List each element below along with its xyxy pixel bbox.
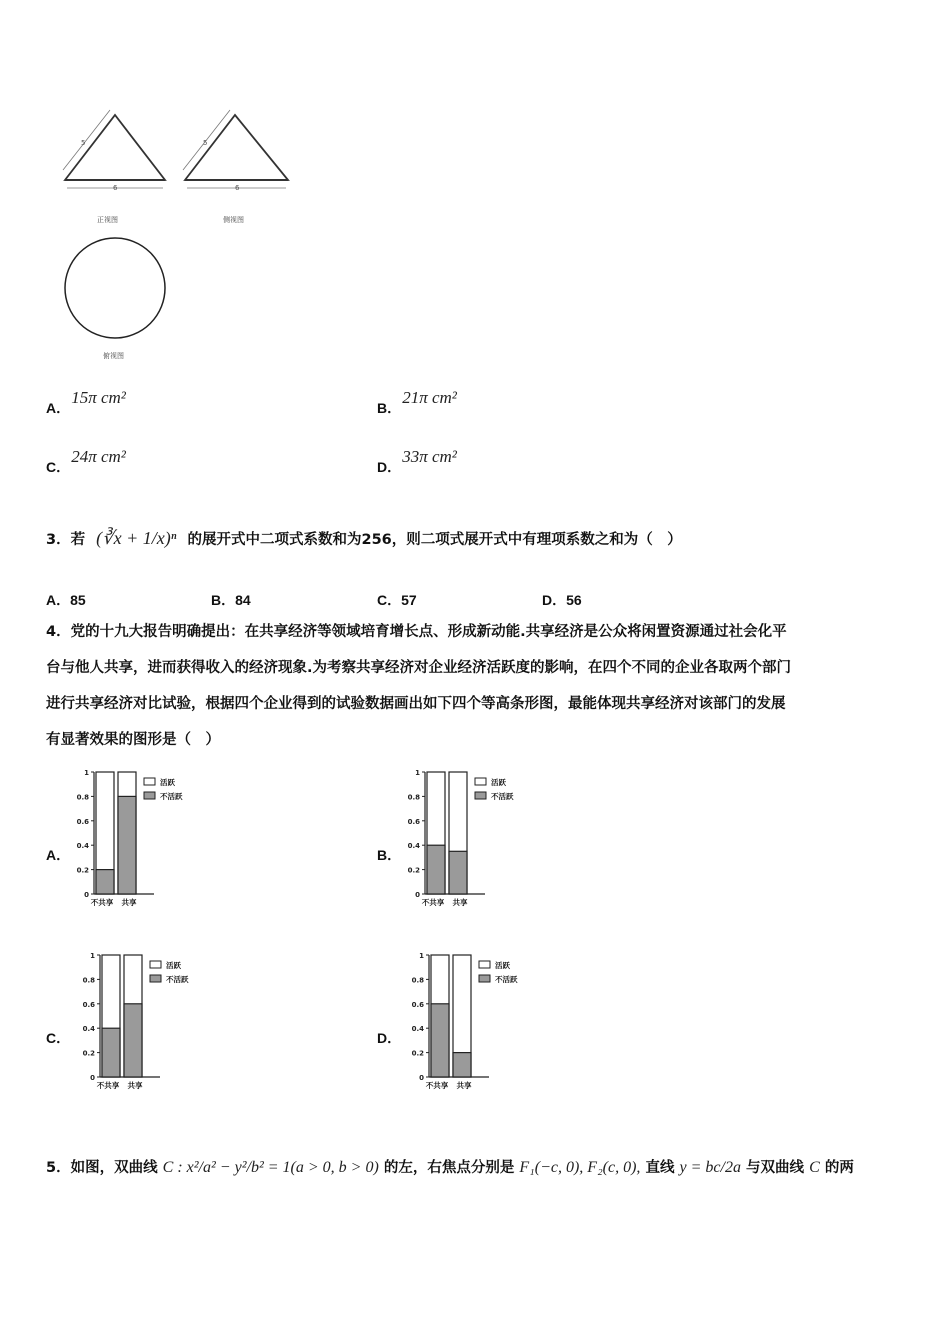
y-tick-label: 0.4: [82, 1025, 95, 1034]
legend-label: 不活跃: [166, 975, 189, 984]
chart-option-c[interactable]: [78, 945, 208, 1100]
q4-option-b-letter[interactable]: B．: [377, 847, 402, 863]
option-value: 56: [566, 592, 582, 608]
legend-label: 不活跃: [160, 792, 183, 801]
bar-inactive: [453, 1053, 471, 1077]
q3-option-d[interactable]: [542, 590, 582, 610]
option-letter: B．: [211, 592, 236, 608]
q4-line: 进行共享经济对比试验，根据四个企业得到的试验数据画出如下四个等高条形图，最能体现共享经济对该部门的发展: [46, 696, 786, 712]
bar-inactive: [118, 796, 136, 894]
option-letter: C．: [377, 592, 402, 608]
y-tick-label: 0.8: [407, 793, 420, 802]
option-letter: D．: [542, 592, 567, 608]
q3-number: 3．若: [46, 532, 86, 548]
y-tick-label: 0.6: [82, 1000, 95, 1009]
chart-option-a[interactable]: [72, 762, 202, 917]
x-tick-label: 共享: [456, 1081, 472, 1090]
q5-mid: 的左，右焦点分别是: [383, 1160, 515, 1176]
q3-option-a[interactable]: [46, 590, 86, 610]
y-tick-label: 1: [415, 769, 420, 777]
y-tick-label: 0.2: [82, 1049, 95, 1058]
q5-stem: [46, 1150, 854, 1186]
option-letter: C．: [46, 459, 71, 475]
y-tick-label: 0.4: [407, 842, 420, 851]
legend-swatch: [479, 975, 490, 982]
q5-line-text: 直线: [645, 1160, 675, 1176]
y-tick-label: 1: [419, 952, 424, 960]
y-tick-label: 0: [415, 891, 420, 899]
x-tick-label: 不共享: [425, 1081, 449, 1090]
legend-label: 不活跃: [495, 975, 518, 984]
bar-inactive: [96, 870, 114, 894]
q2-option-b[interactable]: [377, 388, 461, 418]
q2-option-c[interactable]: [46, 447, 130, 477]
legend-swatch: [479, 961, 490, 968]
side-slant-label: 5: [203, 139, 208, 147]
front-view-caption: 正视图: [97, 216, 118, 224]
chart-option-d[interactable]: [407, 945, 537, 1100]
chart-option-b[interactable]: [403, 762, 533, 917]
legend-label: 活跃: [160, 778, 175, 787]
y-tick-label: 0.2: [411, 1049, 424, 1058]
legend-swatch: [150, 961, 161, 968]
legend-swatch: [475, 792, 486, 799]
q4-option-c-letter[interactable]: C．: [46, 1030, 71, 1046]
option-letter: A．: [46, 400, 71, 416]
legend-label: 活跃: [495, 961, 510, 970]
y-tick-label: 0.4: [76, 842, 89, 851]
y-tick-label: 0.6: [411, 1000, 424, 1009]
q5-foci: F₁(−c, 0), F₂(c, 0),: [519, 1159, 641, 1176]
y-tick-label: 0.2: [407, 866, 420, 875]
q3-stem: [46, 520, 682, 558]
y-tick-label: 0.8: [82, 976, 95, 985]
front-base-label: 6: [113, 184, 118, 192]
side-base-label: 6: [235, 184, 240, 192]
q4-line: 有显著效果的图形是（ ）: [46, 732, 220, 748]
q2-option-d[interactable]: [377, 447, 461, 477]
q3-option-b[interactable]: [211, 590, 251, 610]
side-view: [183, 110, 288, 224]
q5-line-eq: y = bc/2a: [679, 1159, 741, 1176]
option-value: 57: [401, 592, 417, 608]
x-tick-label: 共享: [452, 898, 468, 907]
bar-inactive: [102, 1028, 120, 1077]
front-slant-label: 5: [81, 139, 86, 147]
q5-tail: 与双曲线: [746, 1160, 805, 1176]
y-tick-label: 0: [84, 891, 89, 899]
front-view: [63, 110, 165, 224]
legend-swatch: [475, 778, 486, 785]
x-tick-label: 不共享: [96, 1081, 120, 1090]
x-tick-label: 共享: [121, 898, 137, 907]
option-letter: A．: [46, 592, 71, 608]
y-tick-label: 0.6: [76, 817, 89, 826]
top-view-caption: 俯视图: [103, 352, 124, 360]
three-view-figure: [55, 100, 305, 375]
x-tick-label: 不共享: [90, 898, 114, 907]
y-tick-label: 0: [90, 1074, 95, 1082]
bar-inactive: [427, 845, 445, 894]
option-value: 24π cm²: [71, 447, 126, 466]
y-tick-label: 0.2: [76, 866, 89, 875]
y-tick-label: 0.4: [411, 1025, 424, 1034]
option-value: 21π cm²: [402, 388, 457, 407]
x-tick-label: 共享: [127, 1081, 143, 1090]
option-value: 33π cm²: [402, 447, 457, 466]
option-value: 85: [70, 592, 86, 608]
legend-label: 不活跃: [491, 792, 514, 801]
legend-swatch: [144, 778, 155, 785]
option-value: 15π cm²: [71, 388, 126, 407]
y-tick-label: 1: [84, 769, 89, 777]
q5-number: 5．如图，双曲线: [46, 1160, 158, 1176]
option-value: 84: [235, 592, 251, 608]
y-tick-label: 1: [90, 952, 95, 960]
y-tick-label: 0.6: [407, 817, 420, 826]
q4-line: 4．党的十九大报告明确提出：在共享经济等领域培育增长点、形成新动能.共享经济是公众将闲置资源通过社会化平: [46, 624, 787, 640]
q4-stem: [46, 614, 916, 758]
top-view: [65, 238, 165, 360]
legend-swatch: [144, 792, 155, 799]
q3-option-c[interactable]: [377, 590, 417, 610]
option-letter: B．: [377, 400, 402, 416]
q4-option-a-letter[interactable]: A．: [46, 847, 71, 863]
option-letter: D．: [377, 459, 402, 475]
side-view-caption: 侧视图: [223, 216, 244, 224]
bar-inactive: [449, 851, 467, 894]
bar-inactive: [431, 1004, 449, 1077]
legend-label: 活跃: [491, 778, 506, 787]
q3-text: 的展开式中二项式系数和为256，则二项式展开式中有理项系数之和为（ ）: [187, 532, 682, 548]
q5-end: 的两: [824, 1160, 854, 1176]
y-tick-label: 0: [419, 1074, 424, 1082]
legend-label: 活跃: [166, 961, 181, 970]
q4-option-d-letter[interactable]: D．: [377, 1030, 402, 1046]
y-tick-label: 0.8: [411, 976, 424, 985]
y-tick-label: 0.8: [76, 793, 89, 802]
q5-curve: C : x²/a² − y²/b² = 1(a > 0, b > 0): [162, 1159, 379, 1176]
q3-expression: (∛x + 1/x)ⁿ: [96, 528, 177, 548]
legend-swatch: [150, 975, 161, 982]
q2-option-a[interactable]: [46, 388, 130, 418]
q5-c: C: [809, 1159, 820, 1176]
x-tick-label: 不共享: [421, 898, 445, 907]
q4-line: 台与他人共享，进而获得收入的经济现象.为考察共享经济对企业经济活跃度的影响，在四个不同的企业各取两个部门: [46, 660, 792, 676]
bar-inactive: [124, 1004, 142, 1077]
